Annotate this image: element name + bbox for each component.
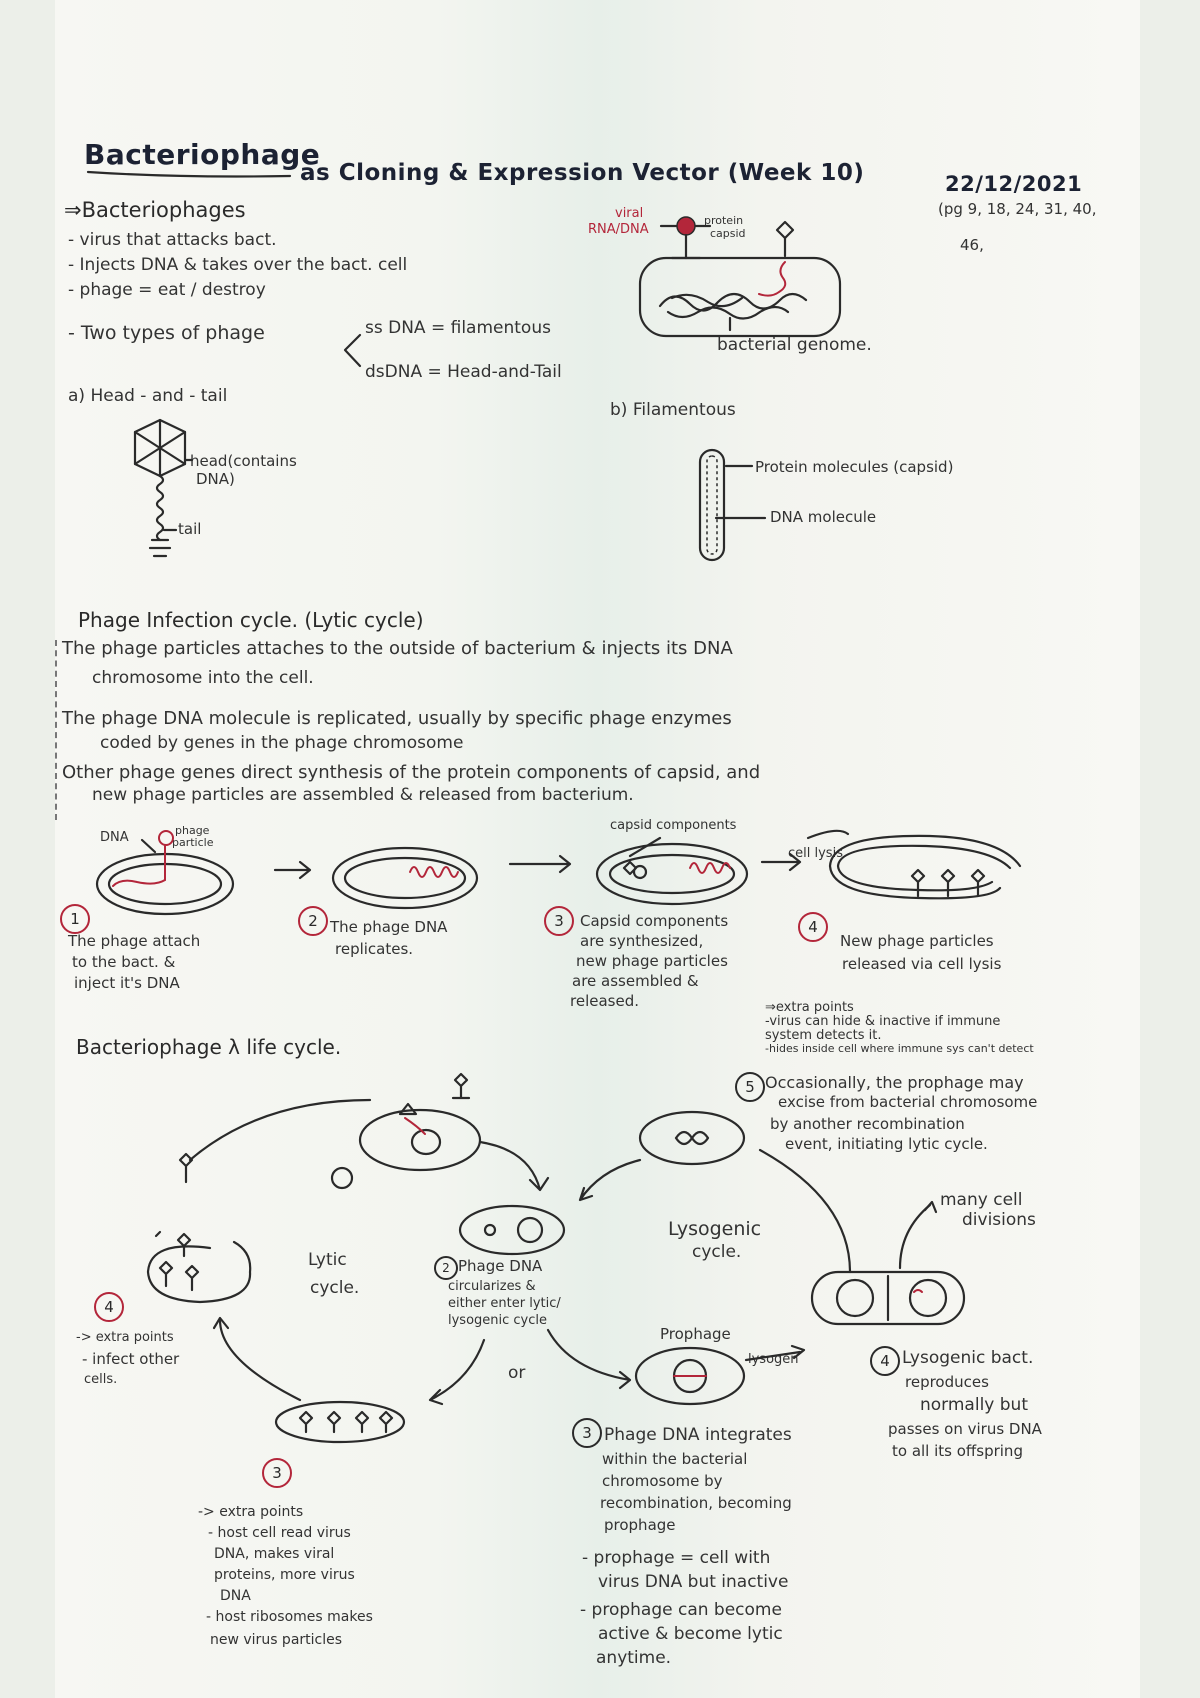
extra-left: -> extra points: [76, 1330, 174, 1345]
protein-molecules-label: Protein molecules (capsid): [755, 458, 954, 476]
filamentous-heading: b) Filamentous: [610, 400, 736, 420]
step2-text: lysogenic cycle: [448, 1313, 548, 1328]
infection-step-1: The phage particles attaches to the outside of bacterium & injects its DNA: [62, 638, 733, 659]
bacterial-genome-label: bacterial genome.: [717, 335, 872, 355]
phage-particle-label-2: particle: [172, 836, 214, 849]
infection-step-3: Other phage genes direct synthesis of the protein components of capsid, and: [62, 762, 761, 783]
step-number-2: 2: [298, 906, 328, 936]
two-types-label: - Two types of phage: [68, 322, 265, 344]
extra-top: -hides inside cell where immune sys can't detect: [765, 1042, 1034, 1055]
page-title-rest: as Cloning & Expression Vector (Week 10): [300, 160, 865, 186]
extra-lytic: - host cell read virus: [208, 1525, 351, 1541]
lytic-caption-3: released.: [570, 992, 639, 1010]
lytic-caption-4: New phage particles: [840, 932, 994, 950]
note-line: - Injects DNA & takes over the bact. cell: [68, 255, 408, 275]
step-number-2-life: 2: [434, 1256, 458, 1280]
or-label: or: [508, 1363, 526, 1383]
step4-lyso-text: passes on virus DNA: [888, 1420, 1042, 1438]
step2-text: either enter lytic/: [448, 1296, 561, 1311]
step-number-3-lyso: 3: [572, 1418, 602, 1448]
step2-text: circularizes &: [448, 1279, 536, 1294]
extra-lytic: new virus particles: [210, 1632, 343, 1648]
step4-lyso-text: to all its offspring: [892, 1442, 1023, 1460]
step3-lyso-text: prophage: [604, 1516, 676, 1534]
tail-label: tail: [178, 520, 202, 538]
lytic-caption-3: Capsid components: [580, 912, 729, 930]
prophage-note: anytime.: [596, 1648, 672, 1668]
extra-left: - infect other: [82, 1350, 180, 1368]
lysogenic-cycle-label: cycle.: [692, 1242, 742, 1262]
note-line: - phage = eat / destroy: [68, 280, 266, 300]
head-label: head(contains: [190, 452, 297, 470]
step-number-3-lytic: 3: [262, 1458, 292, 1488]
lytic-cycle-label: Lytic: [308, 1250, 347, 1270]
head-label-2: DNA): [196, 470, 235, 488]
date: 22/12/2021: [945, 172, 1083, 196]
lytic-caption-3: are assembled &: [572, 972, 699, 990]
lytic-caption-3: are synthesized,: [580, 932, 704, 950]
step4-lyso-text: normally but: [920, 1395, 1028, 1415]
lytic-caption-3: new phage particles: [576, 952, 728, 970]
protein-capsid-label-2: capsid: [710, 227, 746, 240]
infection-heading: Phage Infection cycle. (Lytic cycle): [78, 608, 424, 632]
step-number-4: 4: [798, 912, 828, 942]
step-number-4-lyso: 4: [870, 1346, 900, 1376]
step5-text: by another recombination: [770, 1115, 965, 1133]
many-divisions: many cell: [940, 1190, 1023, 1210]
extra-lytic: proteins, more virus: [214, 1567, 355, 1583]
page-refs: (pg 9, 18, 24, 31, 40,: [938, 200, 1097, 218]
note-line: - virus that attacks bact.: [68, 230, 277, 250]
phage-particle-label: phage: [175, 824, 210, 837]
many-divisions: divisions: [962, 1210, 1036, 1230]
lytic-caption-2: replicates.: [335, 940, 414, 958]
extra-top: -virus can hide & inactive if immune: [765, 1014, 1001, 1029]
step3-lyso-text: Phage DNA integrates: [604, 1425, 792, 1445]
lytic-caption-1: inject it's DNA: [74, 974, 180, 992]
step4-lyso-text: Lysogenic bact.: [902, 1348, 1034, 1368]
step3-lyso-text: chromosome by: [602, 1472, 723, 1490]
step5-text: Occasionally, the prophage may: [765, 1073, 1024, 1092]
extra-lytic: DNA: [220, 1588, 251, 1604]
step-number-4-lytic: 4: [94, 1292, 124, 1322]
prophage-note: - prophage = cell with: [582, 1548, 771, 1568]
viral-label: viral: [615, 206, 644, 221]
step-number-5: 5: [735, 1072, 765, 1102]
dsdna-label: dsDNA = Head-and-Tail: [365, 362, 562, 382]
filamentous-phage: [700, 450, 765, 560]
lytic-caption-4: released via cell lysis: [842, 955, 1002, 973]
extra-left: cells.: [84, 1372, 118, 1387]
step4-lyso-text: reproduces: [905, 1373, 989, 1391]
prophage-note: - prophage can become: [580, 1600, 782, 1620]
infection-step-2: The phage DNA molecule is replicated, usually by specific phage enzymes: [62, 708, 732, 729]
types-brace: [345, 335, 360, 366]
head-tail-heading: a) Head - and - tail: [68, 386, 228, 406]
lytic-caption-2: The phage DNA: [330, 918, 448, 936]
infection-step-2-cont: coded by genes in the phage chromosome: [100, 733, 464, 753]
lytic-caption-1: to the bact. &: [72, 953, 176, 971]
life-cycle-heading: Bacteriophage λ life cycle.: [76, 1035, 342, 1059]
step-number-1: 1: [60, 904, 90, 934]
bacterium-top-diagram: [640, 217, 840, 336]
rna-dna-label: RNA/DNA: [588, 222, 649, 237]
capsid-components-label: capsid components: [610, 818, 737, 833]
prophage-note: virus DNA but inactive: [598, 1572, 789, 1592]
ssdna-label: ss DNA = filamentous: [365, 318, 551, 338]
dna-label: DNA: [100, 830, 129, 845]
infection-step-3-cont: new phage particles are assembled & released from bacterium.: [92, 785, 634, 805]
lambda-cycle: [148, 1074, 964, 1442]
title-underline: [88, 172, 290, 177]
step3-lyso-text: within the bacterial: [602, 1450, 748, 1468]
page-title: Bacteriophage: [84, 138, 321, 171]
lytic-caption-1: The phage attach: [68, 932, 201, 950]
page-refs-2: 46,: [960, 236, 984, 254]
extra-lytic: DNA, makes viral: [214, 1546, 335, 1562]
prophage-label: Prophage: [660, 1325, 731, 1343]
step5-text: event, initiating lytic cycle.: [785, 1135, 988, 1153]
step-number-3: 3: [544, 906, 574, 936]
lysogen-label: lysogen: [748, 1352, 799, 1367]
lytic-row: [97, 831, 1020, 914]
infection-step-1-cont: chromosome into the cell.: [92, 668, 314, 688]
dna-molecule-label: DNA molecule: [770, 508, 877, 526]
head-tail-phage: [135, 420, 192, 556]
extra-top: system detects it.: [765, 1028, 882, 1043]
step5-text: excise from bacterial chromosome: [778, 1093, 1038, 1111]
extra-lytic: -> extra points: [198, 1504, 304, 1520]
step2-text: Phage DNA: [458, 1257, 543, 1275]
section-heading-bacteriophages: ⇒Bacteriophages: [64, 198, 246, 222]
cell-lysis-label: cell lysis: [788, 846, 843, 861]
protein-capsid-label: protein: [704, 214, 744, 227]
lytic-cycle-label: cycle.: [310, 1278, 360, 1298]
extra-top: ⇒extra points: [765, 1000, 854, 1015]
lysogenic-cycle-label: Lysogenic: [668, 1218, 762, 1240]
prophage-note: active & become lytic: [598, 1624, 783, 1644]
extra-lytic: - host ribosomes makes: [206, 1609, 373, 1625]
step3-lyso-text: recombination, becoming: [600, 1494, 792, 1512]
